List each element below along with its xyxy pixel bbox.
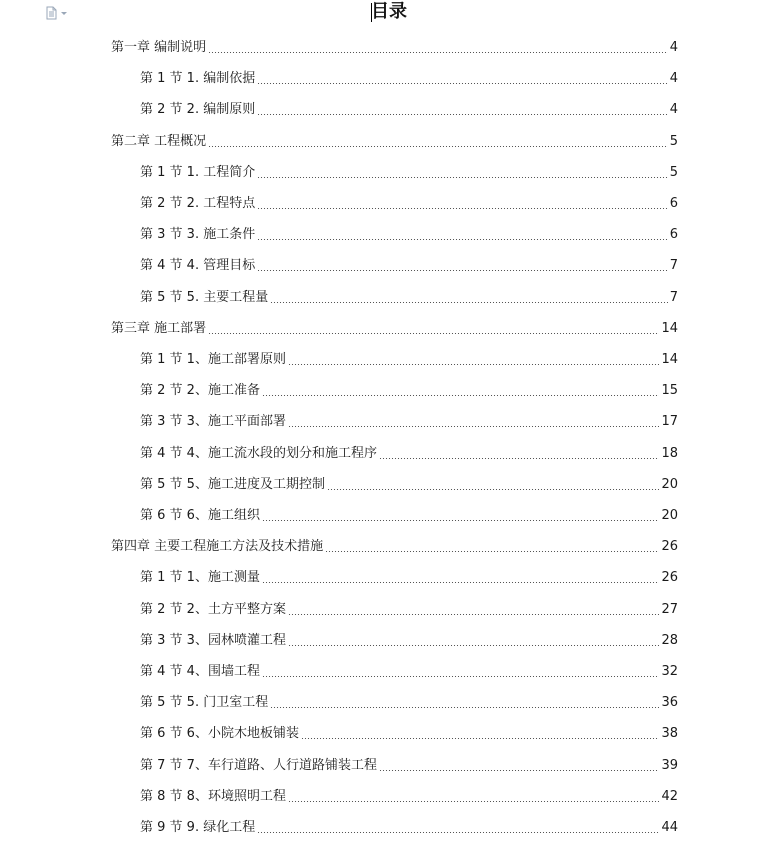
toc-page-number: 28 — [661, 633, 678, 648]
toc-entry-label: 第 8 节 8、环境照明工程 — [140, 789, 286, 804]
toc-page-number: 18 — [661, 446, 678, 461]
toc-page-number: 20 — [661, 477, 678, 492]
toc-entry-label: 第 3 节 3、施工平面部署 — [140, 414, 286, 429]
toc-section-entry[interactable] — [140, 71, 678, 87]
toc-entry-label: 第 9 节 9. 绿化工程 — [140, 820, 256, 835]
toc-entry-label: 第一章 编制说明 — [111, 40, 207, 55]
toc-page-number: 36 — [661, 695, 678, 710]
toc-dot-leader — [379, 458, 660, 459]
toc-dot-leader — [301, 738, 660, 739]
toc-section-entry[interactable] — [140, 570, 678, 586]
toc-page-number: 6 — [669, 196, 678, 211]
toc-entry-label: 第 5 节 5、施工进度及工期控制 — [140, 477, 325, 492]
toc-page-number: 26 — [661, 539, 678, 554]
toc-dot-leader — [288, 364, 660, 365]
toc-dot-leader — [257, 208, 668, 209]
toc-page-number: 32 — [661, 664, 678, 679]
toc-entry-label: 第 2 节 2. 编制原则 — [140, 102, 256, 117]
toc-dot-leader — [262, 582, 660, 583]
toc-entry-label: 第 4 节 4、围墙工程 — [140, 664, 260, 679]
toc-entry-label: 第 7 节 7、车行道路、人行道路铺装工程 — [140, 758, 377, 773]
toc-entry-label: 第 3 节 3、园林喷灌工程 — [140, 633, 286, 648]
toc-entry-label: 第 1 节 1、施工部署原则 — [140, 352, 286, 367]
toc-entry-label: 第 2 节 2、施工准备 — [140, 383, 260, 398]
toc-page-number: 38 — [661, 726, 678, 741]
toc-page-number: 14 — [661, 352, 678, 367]
toc-entry-label: 第四章 主要工程施工方法及技术措施 — [111, 539, 324, 554]
toc-entry-label: 第三章 施工部署 — [111, 321, 207, 336]
toc-dot-leader — [257, 114, 668, 115]
document-icon[interactable] — [46, 5, 70, 19]
toc-entry-label: 第 2 节 2、土方平整方案 — [140, 602, 286, 617]
toc-section-entry[interactable] — [140, 227, 678, 243]
toc-section-entry[interactable] — [140, 165, 678, 181]
toc-section-entry[interactable] — [140, 664, 678, 680]
toc-section-entry[interactable] — [140, 758, 678, 774]
toc-page-number: 4 — [669, 71, 678, 86]
toc-section-entry[interactable] — [140, 633, 678, 649]
toc-section-entry[interactable] — [140, 695, 678, 711]
toc-entry-label: 第 1 节 1. 编制依据 — [140, 71, 256, 86]
toc-dot-leader — [288, 426, 660, 427]
toc-section-entry[interactable] — [140, 196, 678, 212]
toc-dot-leader — [270, 707, 659, 708]
toc-dot-leader — [270, 302, 668, 303]
toc-section-entry[interactable] — [140, 820, 678, 836]
toc-page-number: 5 — [669, 165, 678, 180]
toc-dot-leader — [379, 770, 660, 771]
toc-section-entry[interactable] — [140, 383, 678, 399]
toc-entry-label: 第 5 节 5. 主要工程量 — [140, 290, 269, 305]
toc-dot-leader — [288, 801, 660, 802]
toc-section-entry[interactable] — [140, 352, 678, 368]
toc-chapter-entry[interactable] — [111, 134, 678, 150]
toc-entry-label: 第 1 节 1. 工程简介 — [140, 165, 256, 180]
toc-entry-label: 第 6 节 6、小院木地板铺装 — [140, 726, 299, 741]
toc-page-number: 7 — [669, 258, 678, 273]
toc-dot-leader — [262, 520, 660, 521]
toc-entry-label: 第 1 节 1、施工测量 — [140, 570, 260, 585]
toc-entry-label: 第 5 节 5. 门卫室工程 — [140, 695, 269, 710]
page-title: 目录 — [371, 1, 407, 22]
toc-dot-leader — [325, 551, 659, 552]
toc-entry-label: 第 3 节 3. 施工条件 — [140, 227, 256, 242]
toc-dot-leader — [288, 645, 660, 646]
toc-entry-label: 第 6 节 6、施工组织 — [140, 508, 260, 523]
toc-section-entry[interactable] — [140, 508, 678, 524]
toc-dot-leader — [262, 395, 660, 396]
toc-page-number: 4 — [669, 40, 678, 55]
toc-entry-label: 第二章 工程概况 — [111, 134, 207, 149]
toc-dot-leader — [257, 270, 668, 271]
toc-section-entry[interactable] — [140, 290, 678, 306]
toc-page-number: 7 — [669, 290, 678, 305]
toc-section-entry[interactable] — [140, 258, 678, 274]
toc-dot-leader — [262, 676, 660, 677]
toc-page-number: 39 — [661, 758, 678, 773]
toc-section-entry[interactable] — [140, 477, 678, 493]
toc-page-number: 17 — [661, 414, 678, 429]
toc-section-entry[interactable] — [140, 789, 678, 805]
toc-dot-leader — [327, 489, 660, 490]
toc-page-number: 15 — [661, 383, 678, 398]
toc-section-entry[interactable] — [140, 602, 678, 618]
toc-page-number: 14 — [661, 321, 678, 336]
toc-page-number: 4 — [669, 102, 678, 117]
toc-section-entry[interactable] — [140, 102, 678, 118]
toc-page-number: 26 — [661, 570, 678, 585]
toc-chapter-entry[interactable] — [111, 40, 678, 56]
toc-section-entry[interactable] — [140, 414, 678, 430]
toc-page-number: 44 — [661, 820, 678, 835]
toc-entry-label: 第 4 节 4、施工流水段的划分和施工程序 — [140, 446, 377, 461]
toc-section-entry[interactable] — [140, 446, 678, 462]
toc-entry-label: 第 2 节 2. 工程特点 — [140, 196, 256, 211]
toc-page-number: 27 — [661, 602, 678, 617]
toc-chapter-entry[interactable] — [111, 539, 678, 555]
toc-dot-leader — [257, 177, 668, 178]
toc-entry-label: 第 4 节 4. 管理目标 — [140, 258, 256, 273]
toc-page-number: 5 — [669, 134, 678, 149]
toc-section-entry[interactable] — [140, 726, 678, 742]
toc-dot-leader — [257, 83, 668, 84]
toc-page-number: 6 — [669, 227, 678, 242]
toc-page-number: 42 — [661, 789, 678, 804]
chevron-down-icon — [61, 12, 67, 15]
toc-dot-leader — [257, 239, 668, 240]
toc-dot-leader — [208, 333, 659, 334]
toc-dot-leader — [257, 832, 659, 833]
toc-dot-leader — [208, 146, 668, 147]
document-icon-graphic — [46, 6, 70, 20]
toc-chapter-entry[interactable] — [111, 321, 678, 337]
toc-dot-leader — [208, 52, 668, 53]
toc-page-number: 20 — [661, 508, 678, 523]
toc-dot-leader — [288, 614, 660, 615]
